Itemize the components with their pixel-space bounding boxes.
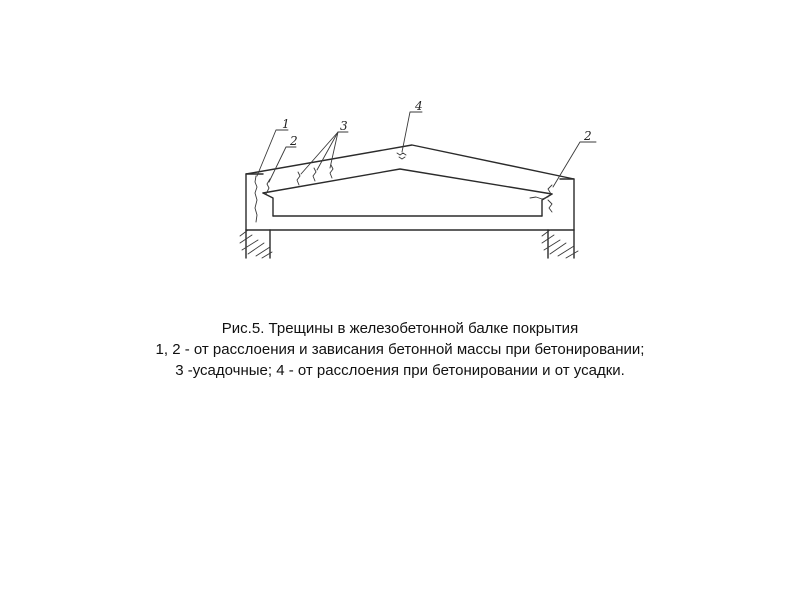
label-3: 3	[340, 119, 348, 133]
caption-title: Рис.5. Трещины в железобетонной балке покрытия	[221, 320, 579, 337]
label-2-right: 2	[584, 129, 592, 143]
figure-caption	[0, 318, 800, 381]
beam-diagram	[230, 90, 610, 270]
crack-4	[397, 153, 406, 159]
leader-2-left	[269, 147, 296, 182]
opening-top-edge	[263, 169, 552, 194]
left-support	[240, 230, 272, 258]
label-4: 4	[415, 99, 423, 113]
caption-line-3: 3 -усадочные; 4 - от расслоения при бетонировании и от усадки.	[175, 362, 625, 379]
label-2-left: 2	[290, 134, 298, 148]
caption-line-2: 1, 2 - от расслоения и зависания бетонной массы при бетонировании;	[155, 341, 645, 358]
crack-3-b	[313, 168, 316, 181]
label-1: 1	[282, 117, 290, 131]
opening-left-edge	[263, 193, 273, 216]
right-support	[542, 230, 578, 258]
leader-lines	[257, 112, 596, 187]
left-support-hatching	[240, 230, 272, 258]
beam-opening	[263, 169, 552, 216]
crack-1	[255, 176, 257, 222]
cracks	[255, 153, 552, 222]
crack-2-right-lower	[548, 200, 552, 212]
crack-3-a	[297, 172, 300, 185]
beam-drawing	[230, 90, 610, 270]
leader-3-b	[330, 132, 338, 168]
